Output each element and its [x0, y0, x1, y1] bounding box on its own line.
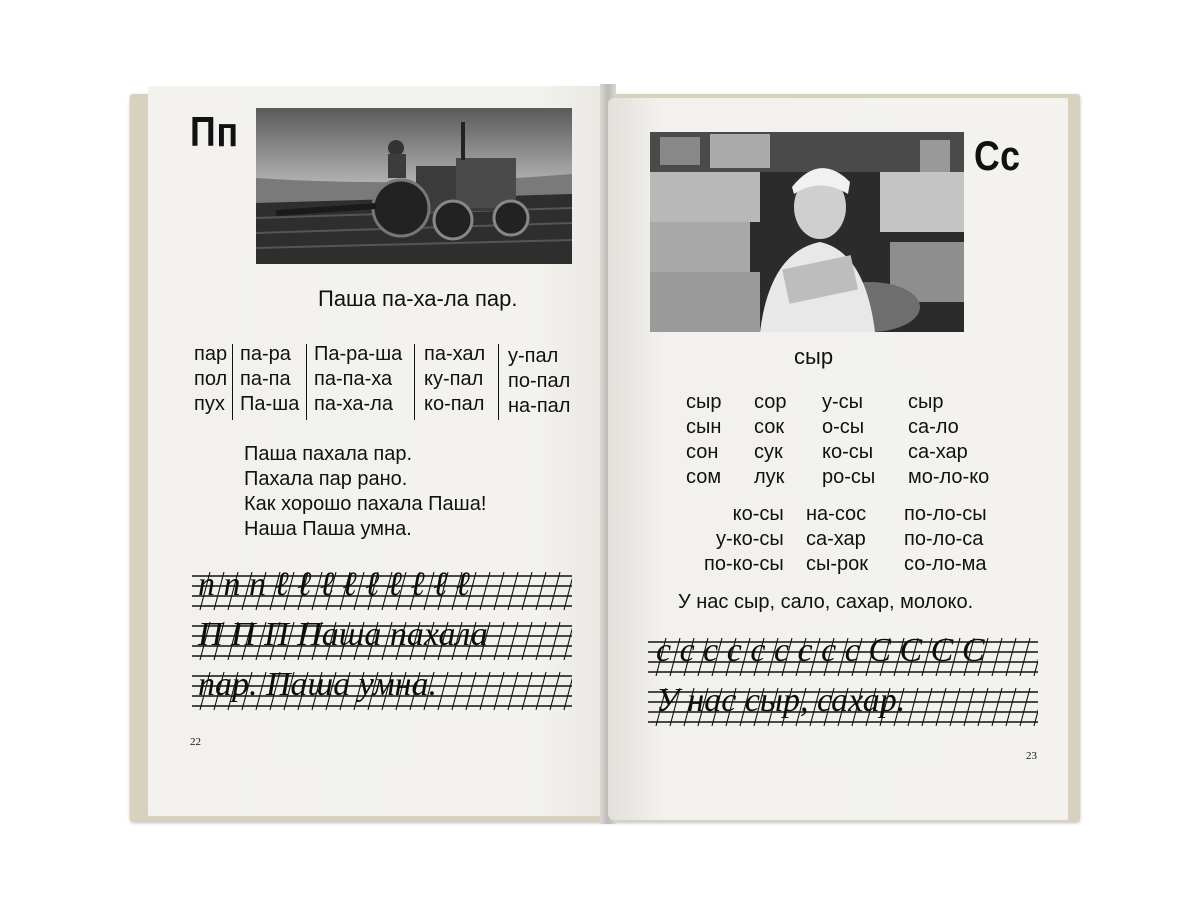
slant-guide-line	[508, 572, 518, 610]
right-caption: сыр	[794, 344, 834, 369]
slant-guide-line	[522, 622, 532, 660]
reading-line: Наша Паша умна.	[244, 518, 412, 540]
open-book	[130, 80, 1080, 825]
slant-guide-line	[508, 622, 518, 660]
cursive-line: У нас сыр, сахар.	[656, 682, 906, 719]
syllable: пар	[194, 343, 228, 365]
syllable: у-пал	[508, 345, 559, 367]
word: о-сы	[822, 416, 865, 438]
page-number: 23	[1026, 750, 1037, 762]
slant-guide-line	[978, 688, 988, 726]
reading-line: Пахала пар рано.	[244, 468, 408, 490]
word: сыр	[908, 391, 944, 413]
syllable: пух	[194, 393, 225, 415]
slant-guide-line	[564, 572, 572, 610]
words-col-3	[822, 390, 875, 490]
word: сом	[686, 466, 722, 488]
left-letter-heading: Пп	[190, 108, 239, 155]
word: у-ко-сы	[715, 528, 784, 550]
slant-guide-line	[536, 672, 546, 710]
syllable: по-пал	[508, 370, 571, 392]
word: мо-ло-ко	[908, 466, 990, 488]
right-letter-heading: Сс	[974, 132, 1021, 179]
word: сы-рок	[806, 553, 869, 575]
word: сын	[686, 416, 722, 438]
cheese-shop-worker-photo	[650, 132, 964, 332]
cursive-line: пар. Паша умна.	[198, 666, 438, 703]
column-divider	[414, 344, 415, 420]
word: со-ло-ма	[904, 553, 987, 575]
word: сок	[754, 416, 785, 438]
left-caption: Паша па-ха-ла пар.	[318, 286, 518, 311]
word: на-сос	[806, 503, 867, 525]
syllable: ко-пал	[424, 393, 485, 415]
syllable: па-хал	[424, 343, 486, 365]
syllable: Па-ра-ша	[314, 343, 403, 365]
slant-guide-line	[508, 672, 518, 710]
word: сыр	[686, 391, 722, 413]
syllable-col-5	[508, 344, 570, 419]
right-handwriting-block	[648, 632, 1038, 748]
word: ко-сы	[822, 441, 874, 463]
slant-guide-line	[950, 688, 960, 726]
syllable: па-па	[240, 368, 291, 390]
column-divider	[306, 344, 307, 420]
words-b-col-1	[704, 502, 784, 577]
slant-guide-line	[1034, 688, 1038, 726]
word: сон	[686, 441, 719, 463]
page-number: 22	[190, 736, 201, 748]
tractor-illustration	[256, 108, 572, 264]
left-handwriting-block	[192, 566, 572, 722]
slant-guide-line	[494, 672, 504, 710]
syllable: пол	[194, 368, 228, 390]
slant-guide-line	[522, 672, 532, 710]
left-page	[148, 86, 606, 816]
slant-guide-line	[1020, 638, 1030, 676]
slant-guide-line	[936, 688, 946, 726]
word: ро-сы	[822, 466, 876, 488]
words-col-1	[686, 390, 722, 490]
reading-text	[244, 442, 486, 542]
words-b-col-2	[806, 502, 868, 577]
syllable-col-2	[240, 342, 299, 417]
slant-guide-line	[438, 672, 448, 710]
slant-guide-line	[480, 672, 490, 710]
words-col-4	[908, 390, 989, 490]
word: ко-сы	[732, 503, 784, 525]
word: по-ко-сы	[704, 553, 784, 575]
slant-guide-line	[550, 672, 560, 710]
words-b-col-3	[904, 502, 987, 577]
slant-guide-line	[550, 572, 560, 610]
slant-guide-line	[536, 572, 546, 610]
cursive-line: п п п ℓ ℓ ℓ ℓ ℓ ℓ ℓ ℓ ℓ	[198, 566, 470, 603]
word: сор	[754, 391, 787, 413]
syllable-col-1	[194, 342, 227, 417]
cursive-line: П П П Паша пахала	[198, 616, 488, 653]
cheese-illustration	[650, 132, 964, 332]
slant-guide-line	[1034, 638, 1038, 676]
slant-guide-line	[452, 672, 462, 710]
slant-guide-line	[522, 572, 532, 610]
word: са-ло	[908, 416, 959, 438]
slant-guide-line	[1006, 688, 1016, 726]
right-sentence: У нас сыр, сало, сахар, молоко.	[678, 591, 974, 613]
reading-line: Как хорошо пахала Паша!	[244, 493, 487, 515]
slant-guide-line	[494, 572, 504, 610]
slant-guide-line	[466, 672, 476, 710]
column-divider	[232, 344, 233, 420]
syllable: па-ха-ла	[314, 393, 393, 415]
slant-guide-line	[494, 622, 504, 660]
syllable: па-ра	[240, 343, 291, 365]
word: по-ло-сы	[904, 503, 987, 525]
syllable-col-3	[314, 342, 402, 417]
word: са-хар	[806, 528, 866, 550]
slant-guide-line	[992, 638, 1002, 676]
syllable: ку-пал	[424, 368, 484, 390]
syllable: Па-ша	[240, 393, 300, 415]
slant-guide-line	[480, 572, 490, 610]
slant-guide-line	[564, 672, 572, 710]
syllable: на-пал	[508, 395, 571, 417]
slant-guide-line	[1006, 638, 1016, 676]
word: у-сы	[822, 391, 864, 413]
syllable-col-4	[424, 342, 485, 417]
tractor-plowing-photo	[256, 108, 572, 264]
slant-guide-line	[536, 622, 546, 660]
reading-line: Паша пахала пар.	[244, 443, 413, 465]
words-col-2	[754, 390, 786, 490]
slant-guide-line	[992, 688, 1002, 726]
column-divider	[498, 344, 499, 420]
cursive-line: с с с с с с с с с С С С С	[656, 632, 985, 669]
slant-guide-line	[564, 622, 572, 660]
word: по-ло-са	[904, 528, 984, 550]
slant-guide-line	[922, 688, 932, 726]
syllable: па-па-ха	[314, 368, 393, 390]
slant-guide-line	[964, 688, 974, 726]
slant-guide-line	[908, 688, 918, 726]
word: сук	[754, 441, 783, 463]
word: лук	[754, 466, 785, 488]
right-page	[608, 98, 1068, 820]
word: са-хар	[908, 441, 968, 463]
slant-guide-line	[1020, 688, 1030, 726]
slant-guide-line	[550, 622, 560, 660]
